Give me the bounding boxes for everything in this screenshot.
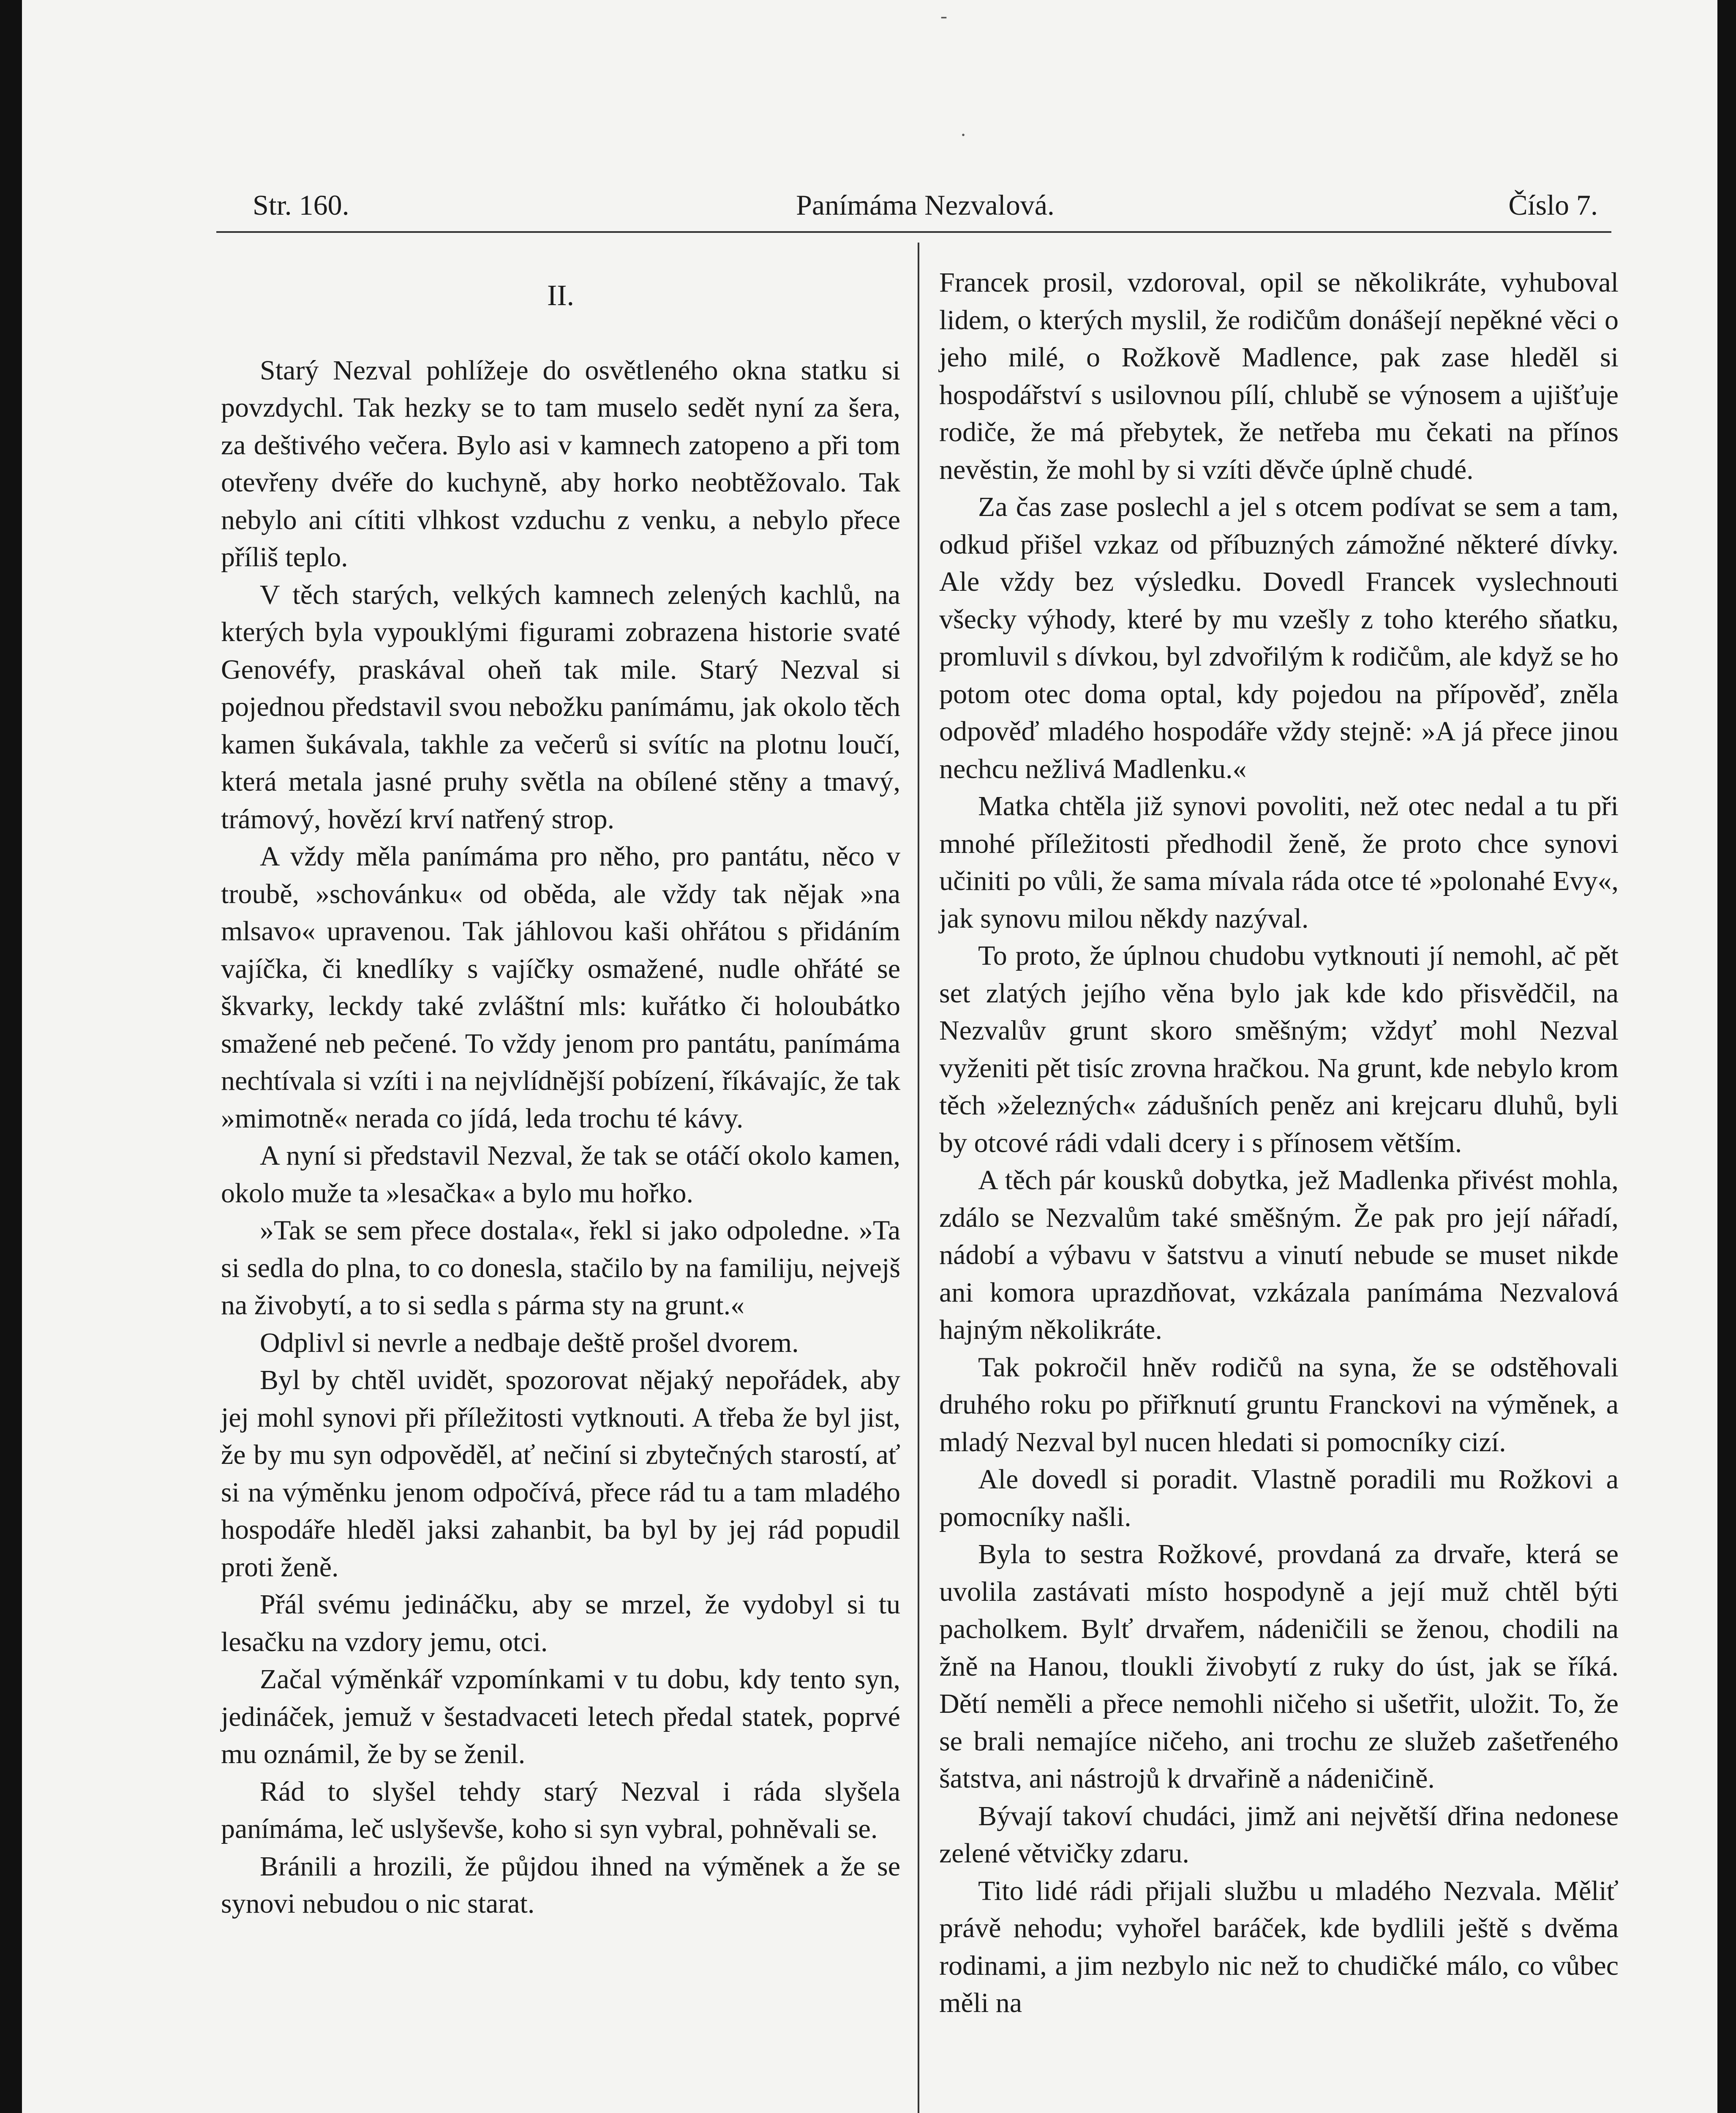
paragraph: A těch pár kousků dobytka, jež Madlenka přivést mohla, zdálo se Nezvalům také směšným. Že pak pro její nářadí, nádobí a výbavu v šatstvu a vinutí nebude se muset nikde ani komora uprazdňovat, vzkázala panímáma Nezvalová hajným několikráte. [939, 1165, 1619, 1345]
paragraph: Bývají takoví chudáci, jimž ani největší dřina nedonese zelené větvičky zdaru. [939, 1800, 1619, 1869]
paragraph: Byla to sestra Rožkové, provdaná za drvaře, která se uvolila zastávati místo hospodyně a její muž chtěl býti pacholkem. Bylť drvařem, nádeničili se ženou, chodili na žně na Hanou, tloukli živobytí z ruky do úst, jak se říká. Dětí neměli a přece nemohli ničeho si ušetřit, uložit. To, že se brali nemajíce ničeho, ani trochu ze služeb zašetřeného šatstva, ani nástrojů k drvařině a nádeničině. [939, 1539, 1619, 1794]
paragraph: To proto, že úplnou chudobu vytknouti jí nemohl, ač pět set zlatých jejího věna bylo jak kde kdo přisvědčil, na Nezvalův grunt skoro směšným; vždyť mohl Nezval vyženiti pět tisíc zrovna hračkou. Na grunt, kde nebylo krom těch »železných« zádušních peněz ani krejcaru dluhů, byli by otcové rádi vdali dcery i s přínosem větším. [939, 940, 1619, 1158]
column-divider [918, 243, 919, 2113]
paragraph: A vždy měla panímáma pro něho, pro pantátu, něco v troubě, »schovánku« od oběda, ale vždy tak nějak »na mlsavo« upravenou. Tak jáhlovou kaši ohřátou s přidáním vajíčka, či knedlíky s vajíčky osmažené, nudle ohřáté se škvarky, leckdy také zvláštní mls: kuřátko či holoubátko smažené neb pečené. To vždy jenom pro pantátu, panímáma nechtívala si vzíti i na nejvlídnější pobízení, říkávajíc, že tak »mimotně« nerada co jídá, leda trochu té kávy. [221, 841, 900, 1134]
paragraph: Starý Nezval pohlížeje do osvětleného okna statku si povzdychl. Tak hezky se to tam muselo sedět nyní za šera, za deštivého večera. Bylo asi v kamnech zatopeno a při tom otevřeny dvéře do kuchyně, aby horko neobtěžovalo. Tak nebylo ani cítiti vlhkost vzduchu z venku, a nebylo přece příliš teplo. [221, 355, 900, 573]
paragraph: Matka chtěla již synovi povoliti, než otec nedal a tu při mnohé příležitosti předhodil ženě, že proto chce synovi učiniti po vůli, že sama mívala ráda otce té »polonahé Evy«, jak synovu milou někdy nazýval. [939, 791, 1619, 934]
running-title: Panímáma Nezvalová. [796, 189, 1055, 221]
paragraph: Odplivl si nevrle a nedbaje deště prošel dvorem. [260, 1327, 799, 1358]
paragraph: Bránili a hrozili, že půjdou ihned na výměnek a že se synovi nebudou o nic starat. [221, 1851, 900, 1919]
paragraph: »Tak se sem přece dostala«, řekl si jako odpoledne. »Ta si sedla do plna, to co donesla, stačilo by na familiju, nejvejš na živobytí, a to si sedla s párma sty na grunt.« [221, 1215, 900, 1321]
paragraph: Tak pokročil hněv rodičů na syna, že se odstěhovali druhého roku po přiřknutí gruntu Franckovi na výměnek, a mladý Nezval byl nucen hledati si pomocníky cizí. [939, 1351, 1619, 1458]
paragraph: Přál svému jedináčku, aby se mrzel, že vydobyl si tu lesačku na vzdory jemu, otci. [221, 1589, 900, 1657]
right-column [939, 264, 1619, 2022]
scan-border-left [0, 0, 22, 2113]
page-header [253, 186, 1598, 224]
paragraph: Za čas zase poslechl a jel s otcem podívat se sem a tam, odkud přišel vzkaz od příbuzných zámožné některé dívky. Ale vždy bez výsledku. Dovedl Francek vyslechnouti všecky výhody, které by mu vzešly z toho kterého sňatku, promluvil s dívkou, byl zdvořilým k rodičům, ale když se ho potom otec doma optal, kdy pojedou na přípověď, zněla odpověď mladého hospodáře vždy stejně: »A já přece jinou nechcu nežlivá Madlenku.« [939, 491, 1619, 784]
header-rule [216, 231, 1611, 233]
paragraph: Francek prosil, vzdoroval, opil se několikráte, vyhuboval lidem, o kterých myslil, že rodičům donášejí nepěkné věci o jeho milé, o Rožkově Madlence, pak zase hleděl si hospodářství s usilovnou pílí, chlubě se výnosem a ujišťuje rodiče, že má přebytek, že netřeba mu čekati na přínos nevěstin, že mohl by si vzíti děvče úplně chudé. [939, 267, 1619, 485]
paragraph: V těch starých, velkých kamnech zelených kachlů, na kterých byla vypouklými figurami zobrazena historie svaté Genovéfy, praskával oheň tak mile. Starý Nezval si pojednou představil svou nebožku panímámu, jak okolo těch kamen šukávala, takhle za večerů si svítíc na plotnu loučí, která metala jasné pruhy světla na obílené stěny a tmavý, trámový, hovězí krví natřený strop. [221, 579, 900, 835]
paragraph: Rád to slyšel tehdy starý Nezval i ráda slyšela panímáma, leč uslyševše, koho si syn vybral, pohněvali se. [221, 1776, 900, 1844]
paragraph: Začal výměnkář vzpomínkami v tu dobu, kdy tento syn, jedináček, jemuž v šestadvaceti letech předal statek, poprvé mu oznámil, že by se ženil. [221, 1664, 900, 1769]
paragraph: A nyní si představil Nezval, že tak se otáčí okolo kamen, okolo muže ta »lesačka« a bylo mu hořko. [221, 1140, 900, 1209]
section-title: II. [547, 279, 575, 312]
issue-number: Číslo 7. [1508, 189, 1598, 221]
left-column [221, 277, 900, 1923]
paragraph: Tito lidé rádi přijali službu u mladého Nezvala. Měliť právě nehodu; vyhořel baráček, kde bydlili ještě s dvěma rodinami, a jim nezbylo nic než to chudičké málo, co vůbec měli na [939, 1875, 1619, 2018]
scan-mark: · [960, 124, 967, 146]
page-number: Str. 160. [253, 189, 349, 221]
scan-mark: - [940, 5, 947, 27]
scan-border-right [1717, 0, 1736, 2113]
paragraph: Ale dovedl si poradit. Vlastně poradili mu Rožkovi a pomocníky našli. [939, 1464, 1619, 1532]
paragraph: Byl by chtěl uvidět, spozorovat nějaký nepořádek, aby jej mohl synovi při příležitosti vytknouti. A třeba že byl jist, že by mu syn odpověděl, ať nečiní si zbytečných starostí, ať si na výměnku jenom odpočívá, přece rád tu a tam mladého hospodáře hleděl jaksi zahanbit, ba byl by jej rád popudil proti ženě. [221, 1365, 900, 1583]
